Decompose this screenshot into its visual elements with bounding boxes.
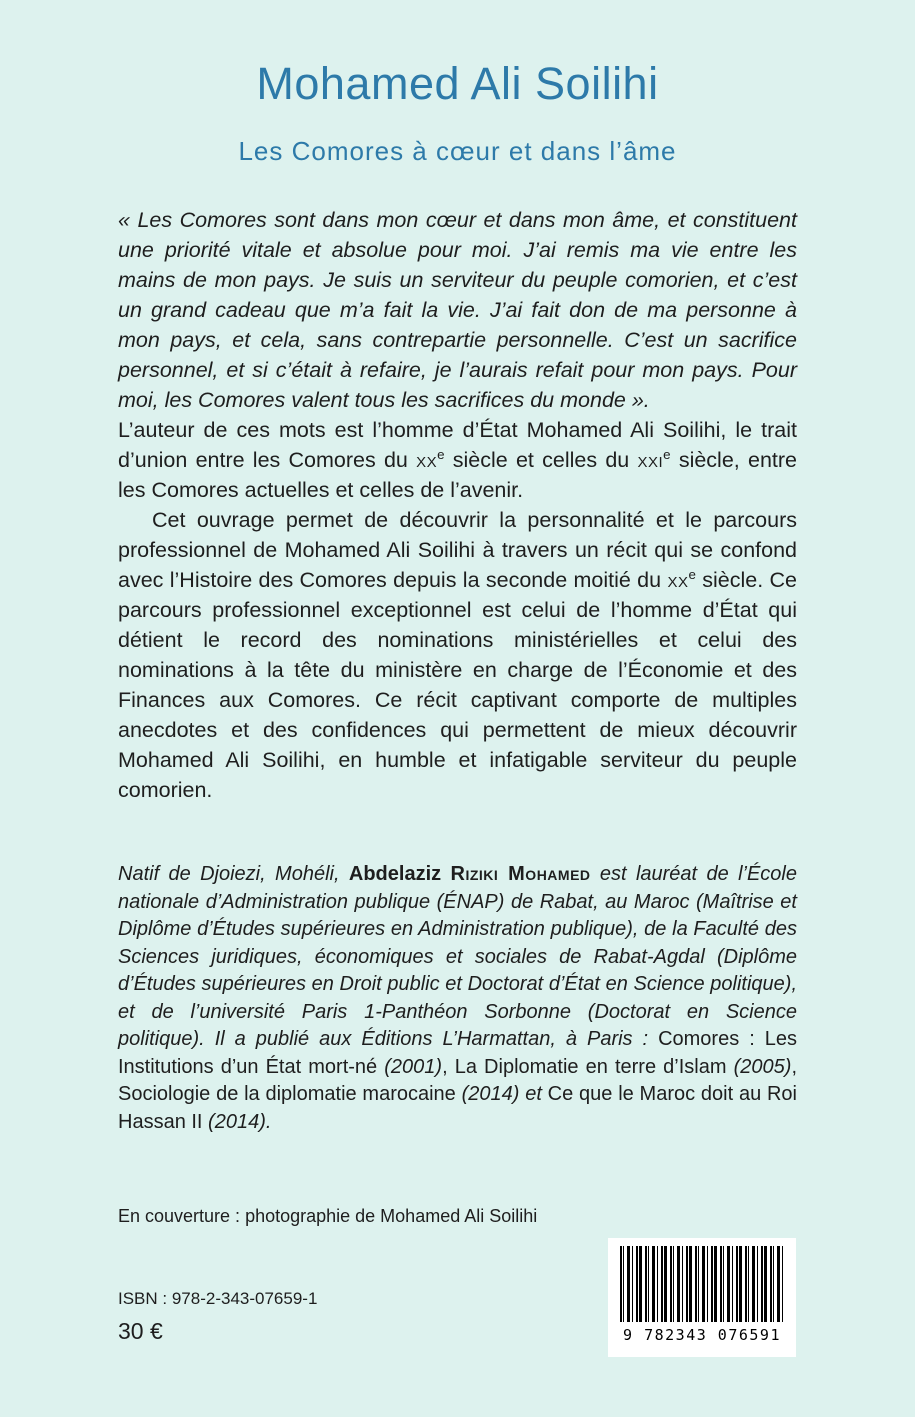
text-segment: et [519,1083,548,1105]
text-segment: (2005) [733,1055,792,1078]
price-text: 30 € [118,1318,163,1344]
barcode-number: 9 782343 076591 [623,1326,781,1344]
synopsis-block [118,205,797,805]
text-segment: (2014). [208,1110,272,1133]
text-segment: « Les Comores sont dans mon cœur et dans mon âme, et constituent une priorité vitale et absolue pour moi. J’ai remis ma vie entre les mains de mon pays. Je suis un serviteur du peuple comorien, et c’est un grand cadeau que m’a fait la vie. J’ai fait don de ma personne à mon pays, et cela, sans contrepartie personnelle. C’est un sacrifice personnel, et si c’était à refaire, je l’aurais refait pour mon pays. Pour moi, les Comores valent tous les sacrifices du monde ». [118,208,797,412]
quote-paragraph [118,205,797,415]
text-segment: Riziki Mohamed [450,863,591,885]
text-segment: Natif de Djoiezi, Mohéli, [118,863,349,885]
text-segment: xx [416,448,438,472]
book-author-title: Mohamed Ali Soilihi [256,58,659,109]
text-segment: , Sociologie de la diplomatie marocaine [118,1055,797,1105]
isbn-text: ISBN : 978-2-343-07659-1 [118,1289,318,1308]
text-segment: siècle et celles du [444,448,638,472]
text-segment: siècle, entre les Comores actuelles et celles de l’avenir. [118,448,797,502]
text-segment: est lauréat de l’École nationale d’Administration publique (ÉNAP) de Rabat, au Maroc (Maîtrise et Diplôme d’Études supérieures en Administration publique), de la Faculté des Sciences juridiques, économiques et sociales de Rabat-Agdal (Diplôme d’Études supérieures en Droit public et Doctorat d’État en Science politique), et de l’université Paris 1-Panthéon Sorbonne (Doctorat en Science politique). Il a publié aux Éditions L’Harmattan, à Paris : [118,863,797,1050]
text-segment: xx [667,568,689,592]
text-segment: e [688,566,696,582]
text-segment: e [437,446,445,462]
text-segment: siècle. Ce parcours professionnel exceptionnel est celui de l’homme d’État qui détient le record des nominations ministérielles et celui des nominations à la tête du ministère en charge de l’Économie et des Finances aux Comores. Ce récit captivant comporte de multiples anecdotes et des confidences qui permettent de mieux découvrir Mohamed Ali Soilihi, en humble et infatigable serviteur du peuple comorien. [118,568,797,802]
about-paragraph [118,505,797,805]
text-segment: , La Diplomatie en terre d’Islam [442,1055,734,1078]
text-segment: xxi [637,448,664,472]
author-bio-paragraph [118,861,797,1136]
barcode [608,1238,796,1357]
auteur-paragraph [118,415,797,505]
cover-photo-credit: En couverture : photographie de Mohamed Ali Soilihi [118,1206,538,1226]
text-segment: e [663,446,671,462]
barcode-bars-icon [620,1246,784,1322]
book-subtitle: Les Comores à cœur et dans l’âme [238,136,677,166]
text-segment: Ce que le Maroc doit au Roi Hassan II [118,1083,797,1133]
text-segment: Comores : Les Institutions d’un État mort-né [118,1028,797,1078]
text-segment: Abdelaziz [348,863,451,885]
text-segment: (2014) [461,1083,520,1105]
text-segment: (2001) [384,1055,443,1078]
text-segment: Cet ouvrage permet de découvrir la personnalité et le parcours professionnel de Mohamed Ali Soilihi à travers un récit qui se confond avec l’Histoire des Comores depuis la seconde moitié du [118,508,797,592]
text-segment: L’auteur de ces mots est l’homme d’État Mohamed Ali Soilihi, le trait d’union entre les Comores du [118,418,797,472]
